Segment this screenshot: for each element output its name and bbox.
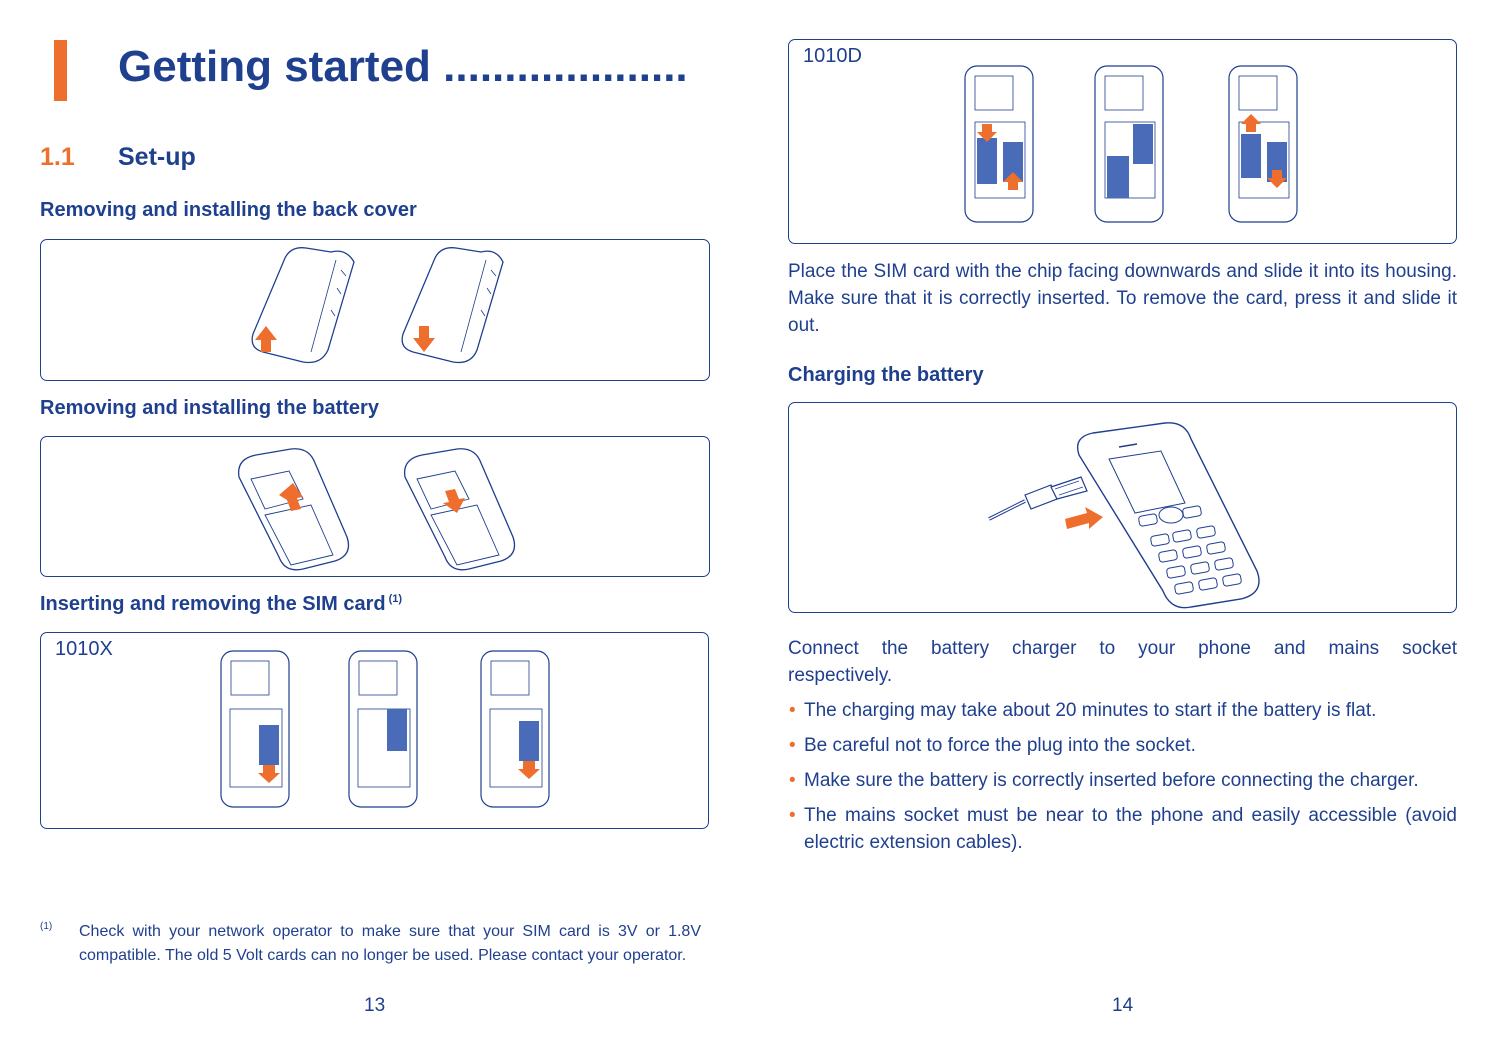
list-item-text: The charging may take about 20 minutes to start if the battery is flat. — [804, 700, 1377, 721]
section-title: Set-up — [118, 143, 196, 171]
footnote-reference: (1) — [388, 593, 403, 605]
sim-card — [259, 725, 279, 765]
chapter-title: Getting started .................... — [118, 42, 688, 91]
list-item — [789, 697, 1457, 724]
sim-card — [977, 138, 997, 184]
charging-notes-list — [789, 697, 1457, 864]
chapter-marker-bar — [54, 40, 67, 101]
sim-card — [1133, 124, 1153, 164]
sim-1010d-illustration — [788, 39, 1457, 244]
bullet-marker: • — [789, 805, 796, 826]
usb-charger-plug — [989, 477, 1087, 519]
sim-card — [519, 721, 539, 761]
heading-back-cover: Removing and installing the back cover — [40, 199, 417, 221]
list-item — [789, 732, 1457, 759]
sim-instructions: Place the SIM card with the chip facing downwards and slide it into its housing. Make sure that it is correctly inserted. To remove the card, press it and slide it out. — [788, 261, 1457, 336]
footnote-mark: (1) — [40, 921, 53, 932]
battery-illustration — [40, 436, 710, 577]
bullet-marker: • — [789, 700, 796, 721]
list-item — [789, 767, 1457, 794]
list-item — [789, 802, 1457, 856]
list-item-text: The mains socket must be near to the phone and easily accessible (avoid electric extension cables). — [804, 805, 1457, 853]
heading-sim-card — [40, 593, 402, 616]
charging-illustration — [788, 402, 1457, 613]
phone-back-cover-installing — [402, 248, 503, 363]
arrow-right-icon — [1065, 507, 1103, 529]
list-item-text: Be careful not to force the plug into the socket. — [804, 735, 1196, 756]
page-number-left: 13 — [364, 995, 386, 1016]
model-label-1010d: 1010D — [803, 45, 862, 67]
sim-card — [387, 709, 407, 751]
heading-sim-card-text: Inserting and removing the SIM card — [40, 593, 386, 615]
sim-1010x-illustration — [40, 632, 709, 829]
model-label-1010x: 1010X — [55, 638, 113, 660]
section-number: 1.1 — [40, 143, 75, 171]
bullet-marker: • — [789, 735, 796, 756]
list-item-text: Make sure the battery is correctly inserted before connecting the charger. — [804, 770, 1419, 791]
footnote-text: Check with your network operator to make sure that your SIM card is 3V or 1.8V compatible. The old 5 Volt cards can no longer be used. Please contact your operator. — [79, 923, 701, 964]
charging-instruction-line2: respectively. — [788, 665, 893, 686]
charging-instruction-line1: Connect the battery charger to your phone and mains socket — [788, 638, 1457, 659]
page-number-right: 14 — [1112, 995, 1134, 1016]
sim-card — [1107, 156, 1129, 198]
bullet-marker: • — [789, 770, 796, 791]
heading-battery: Removing and installing the battery — [40, 397, 379, 419]
sim-card — [1241, 134, 1261, 178]
phone-battery-installing — [405, 449, 515, 570]
back-cover-illustration — [40, 239, 710, 381]
heading-charging: Charging the battery — [788, 364, 984, 386]
